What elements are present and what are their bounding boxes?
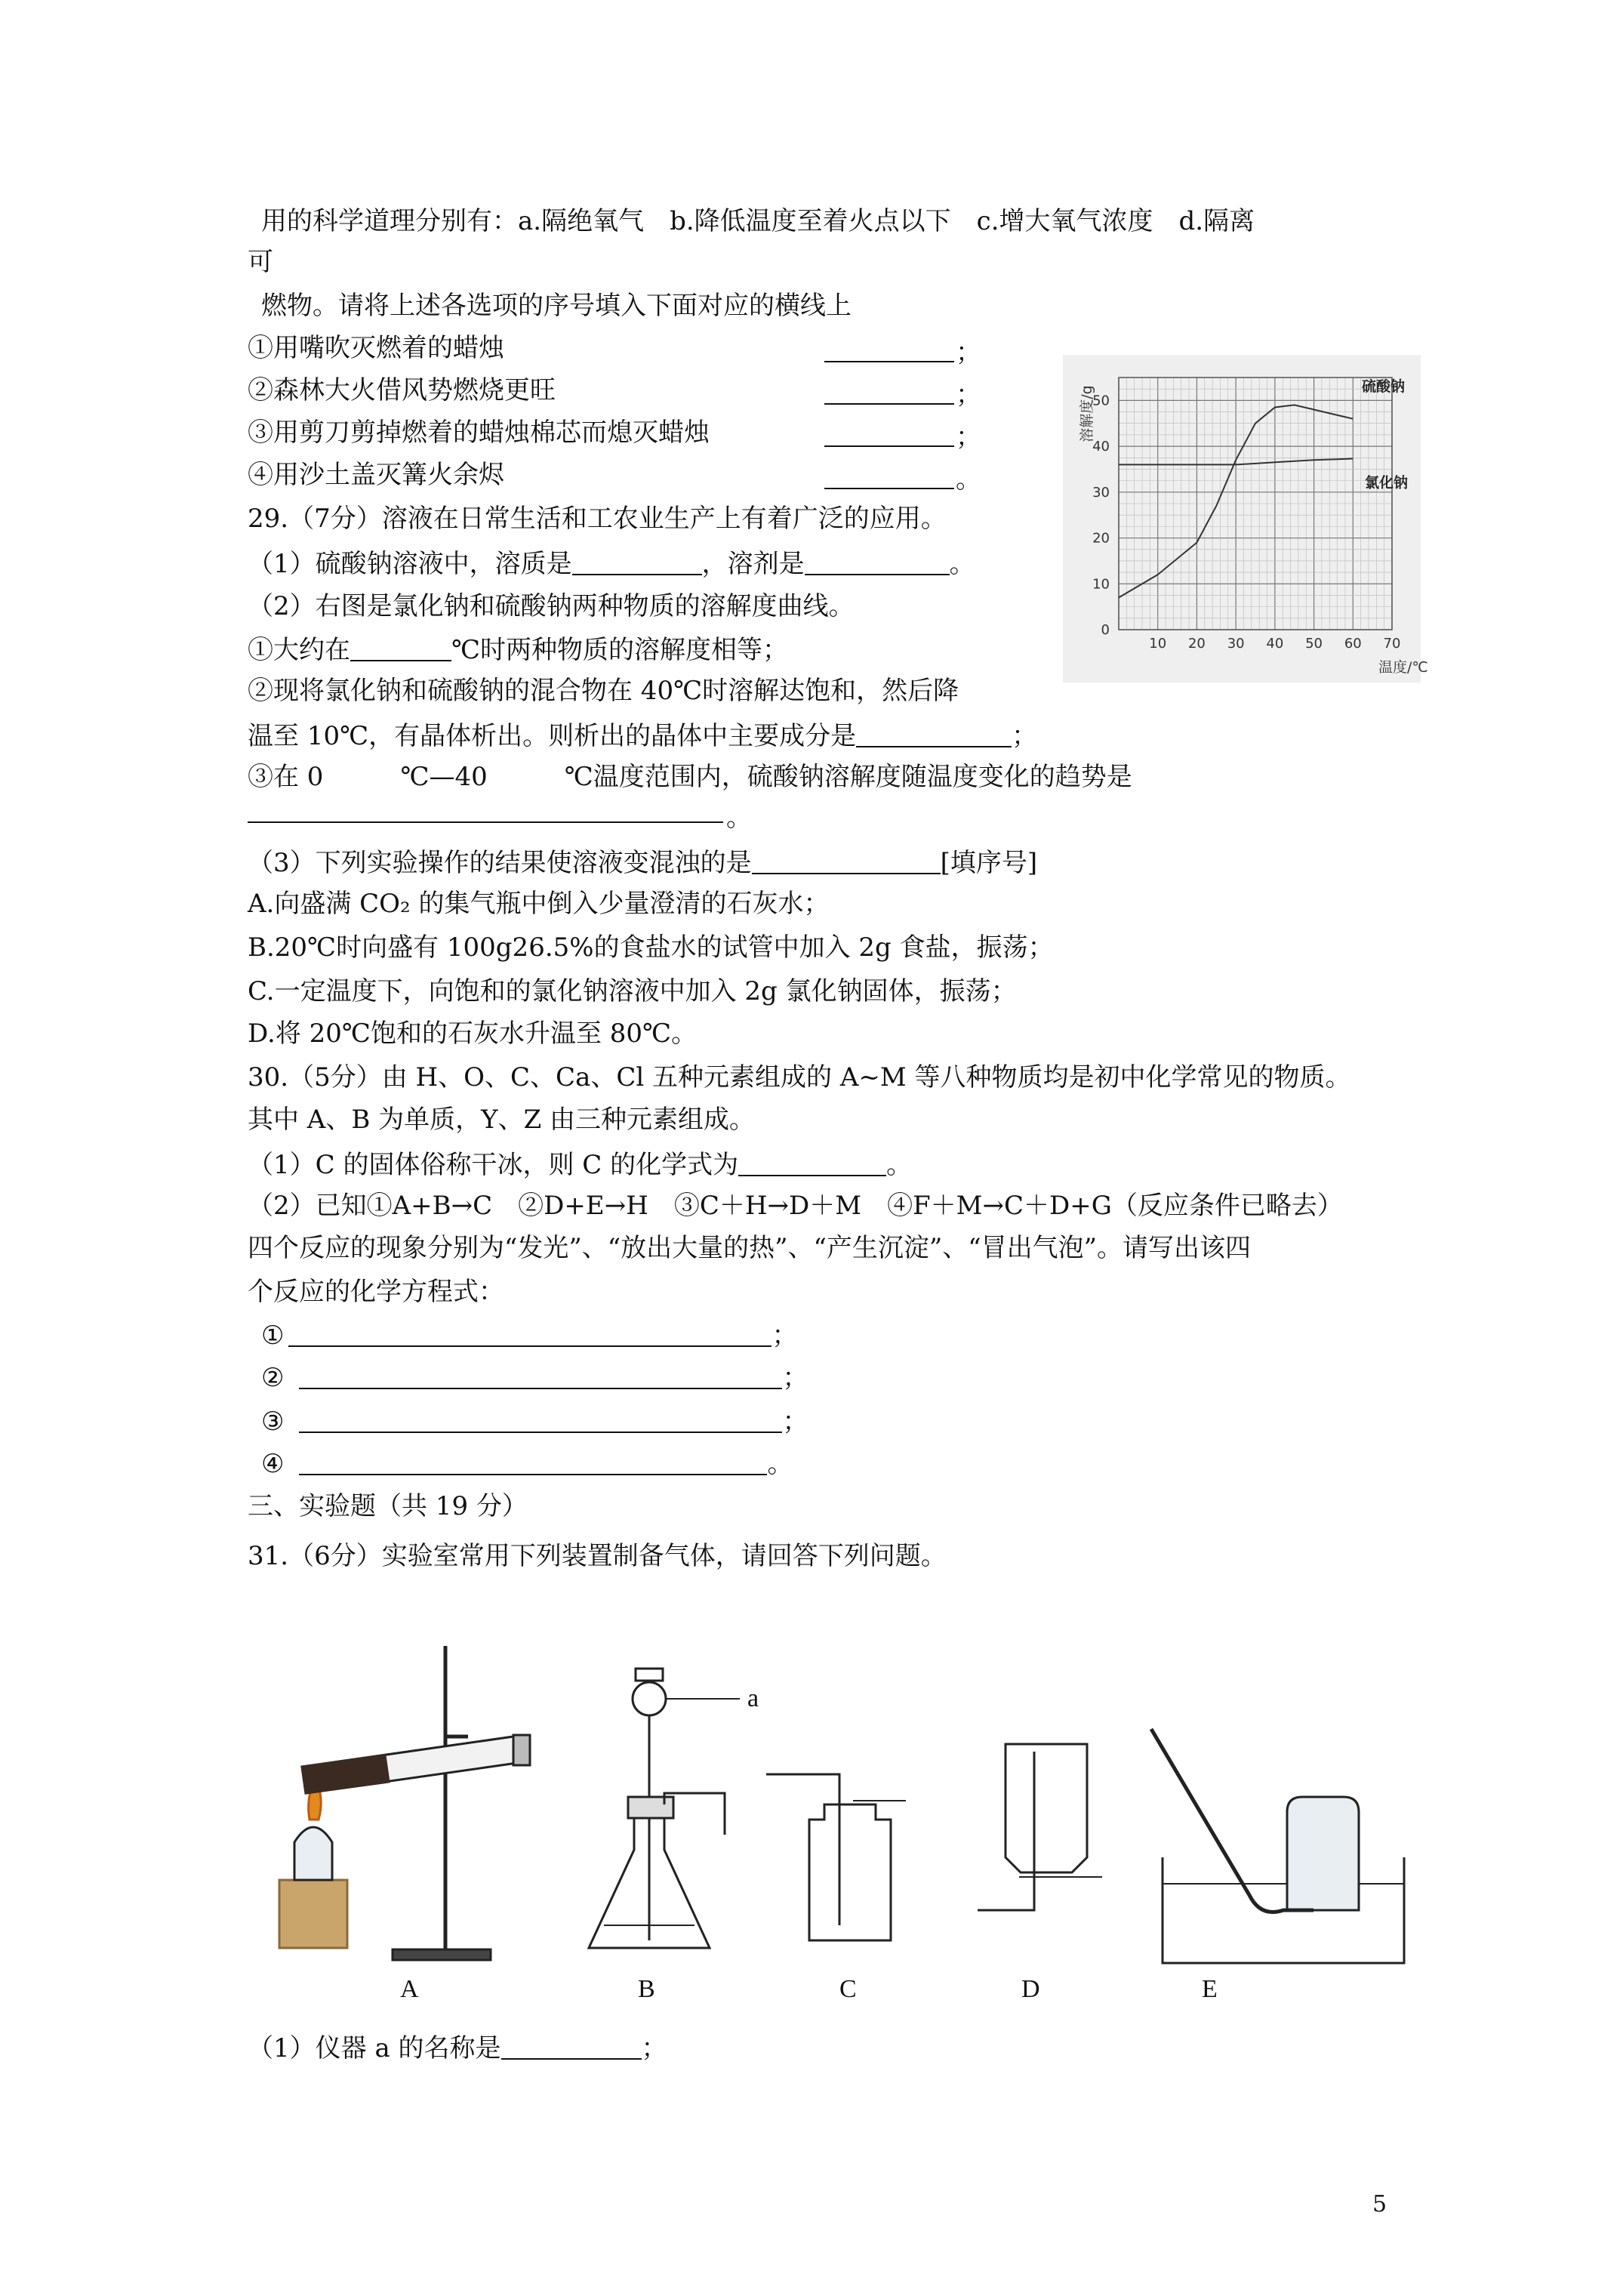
y-tick-label: 50 [1092,393,1110,409]
label-d: D [1021,1975,1040,2003]
apparatus-e [1151,1729,1404,1963]
answer-blank-3[interactable] [824,421,954,447]
chart-y-axis-label: 溶解度/g [1079,385,1095,442]
q28-item-1: ①用嘴吹灭燃着的蜡烛 [248,333,504,363]
x-tick-label: 30 [1227,636,1245,652]
intro-line-1b: 可 [248,247,273,277]
section-3-heading: 三、实验题（共 19 分） [248,1491,528,1521]
answer-blank-2[interactable] [824,379,954,405]
equation-4: ④ 。 [261,1449,793,1479]
reactant [302,1755,389,1793]
apparatus-a [279,1646,530,1960]
y-tick-label: 30 [1092,484,1110,501]
x-tick-label: 70 [1383,636,1401,652]
x-tick-label: 60 [1344,636,1362,652]
answer-blank-eq2[interactable] [299,1364,782,1389]
wooden-block [279,1880,347,1948]
q28-item-2: ②森林大火借风势燃烧更旺 [248,375,556,405]
semicolon: ； [956,337,981,368]
q31-part1: （1）仪器 a 的名称是 ； [248,2033,667,2063]
apparatus-c [766,1774,906,1940]
x-tick-label: 10 [1149,636,1167,652]
answer-blank-option[interactable] [752,849,941,874]
q29-part2a: ①大约在 ℃时两种物质的溶解度相等； [248,635,789,665]
q29-part2c: 温至 10℃，有晶体析出。则析出的晶体中主要成分是 ； [248,721,1038,751]
y-tick-label: 0 [1101,622,1110,638]
apparatus-d [978,1744,1102,1910]
page-number: 5 [1372,2191,1387,2217]
answer-blank-eq1[interactable] [288,1321,771,1347]
series-label: 硫酸钠 [1362,378,1406,396]
option-c: C.一定温度下，向饱和的氯化钠溶液中加入 2g 氯化钠固体，振荡； [248,976,1017,1006]
semicolon: ； [956,380,981,410]
q30-part2-line2: 四个反应的现象分别为“发光”、“放出大量的热”、“产生沉淀”、“冒出气泡”。请写出该四 [248,1233,1252,1263]
intro-line-1: 用的科学道理分别有：a.隔绝氧气 b.降低温度至着火点以下 c.增大氧气浓度 d.隔离 [261,206,1255,236]
q30-part1: （1）C 的固体俗称干冰，则 C 的化学式为 。 [248,1150,913,1180]
q29-part2b: ②现将氯化钠和硫酸钠的混合物在 40℃时溶解达饱和，然后降 [248,676,959,706]
q31-title: 31.（6分）实验室常用下列装置制备气体，请回答下列问题。 [248,1541,947,1571]
inverted-bottle [1006,1744,1087,1872]
q29-title: 29.（7分）溶液在日常生活和工农业生产上有着广泛的应用。 [248,504,947,534]
q28-item-3: ③用剪刀剪掉燃着的蜡烛棉芯而熄灭蜡烛 [248,418,710,448]
equation-1: ① ； [261,1321,798,1351]
option-b: B.20℃时向盛有 100g26.5%的食盐水的试管中加入 2g 食盐，振荡； [248,932,1054,963]
solubility-chart-svg [1063,355,1428,683]
x-tick-label: 50 [1305,636,1323,652]
q29-part2d: ③在 0 ℃—40 ℃温度范围内，硫酸钠溶解度随温度变化的趋势是 [248,762,1132,792]
answer-blank-solvent[interactable] [805,550,950,575]
label-e: E [1202,1975,1218,2003]
label-pointer-a: a [747,1684,759,1712]
stand-base [393,1949,491,1960]
label-b: B [638,1975,655,2003]
q29-part2: （2）右图是氯化钠和硫酸钠两种物质的溶解度曲线。 [248,591,855,621]
answer-blank-instrument[interactable] [501,2034,642,2060]
intro-line-2: 燃物。请将上述各选项的序号填入下面对应的横线上 [261,291,852,321]
q30-part2-line3: 个反应的化学方程式： [248,1277,504,1307]
equation-2: ② ； [261,1363,808,1393]
apparatus-b [589,1669,740,1948]
q30-title: 30.（5分）由 H、O、C、Ca、Cl 五种元素组成的 A~M 等八种物质均是初中化学常见的物质。 [248,1062,1351,1093]
period: 。 [956,464,981,495]
q29-part1: （1）硫酸钠溶液中，溶质是 ，溶剂是 。 [248,549,975,579]
answer-blank-formula[interactable] [738,1151,886,1176]
answer-blank-trend[interactable] [248,797,723,823]
q30-line-2: 其中 A、B 为单质，Y、Z 由三种元素组成。 [248,1105,756,1135]
funnel-bulb [633,1682,666,1715]
answer-blank-4[interactable] [824,464,954,489]
y-tick-label: 40 [1092,439,1110,455]
equation-3: ③ ； [261,1407,808,1437]
funnel-stopper [636,1669,663,1681]
apparatus-figure [272,1623,1419,2001]
answer-blank-solute[interactable] [572,550,702,575]
chart-curves [1119,378,1408,597]
chart-x-axis-label: 温度/℃ [1378,659,1428,676]
answer-blank-eq3[interactable] [299,1407,782,1433]
label-c: C [839,1975,857,2003]
semicolon: ； [956,422,981,452]
answer-blank-1[interactable] [824,337,954,362]
collection-tube [766,1774,839,1925]
answer-blank-eq4[interactable] [299,1450,767,1475]
chart-grid [1119,378,1392,630]
q29-part3: （3）下列实验操作的结果使溶液变混浊的是 [填序号] [248,848,1038,878]
answer-blank-crystal[interactable] [856,722,1012,747]
alcohol-lamp [294,1827,332,1880]
gas-bottle [809,1804,891,1940]
solubility-chart [1063,355,1428,683]
x-tick-label: 40 [1266,636,1284,652]
y-tick-label: 20 [1092,530,1110,547]
q28-item-4: ④用沙土盖灭篝火余烬 [248,460,504,490]
series-label: 氯化钠 [1365,474,1409,492]
chart-ticks [1092,393,1400,652]
x-tick-label: 20 [1187,636,1206,652]
label-a: A [400,1975,419,2003]
q30-part2: （2）已知①A+B→C ②D+E→H ③C＋H→D＋M ④F＋M→C＋D+G（反应条件已略去） [248,1191,1343,1221]
option-a: A.向盛满 CO₂ 的集气瓶中倒入少量澄清的石灰水； [248,889,830,919]
stopper [513,1735,530,1765]
period: 。 [726,803,752,833]
y-tick-label: 10 [1092,576,1110,593]
flask-stopper [628,1797,673,1818]
answer-blank-temp[interactable] [350,636,451,661]
collection-bottle [1287,1797,1359,1910]
option-d: D.将 20℃饱和的石灰水升温至 80℃。 [248,1019,698,1049]
